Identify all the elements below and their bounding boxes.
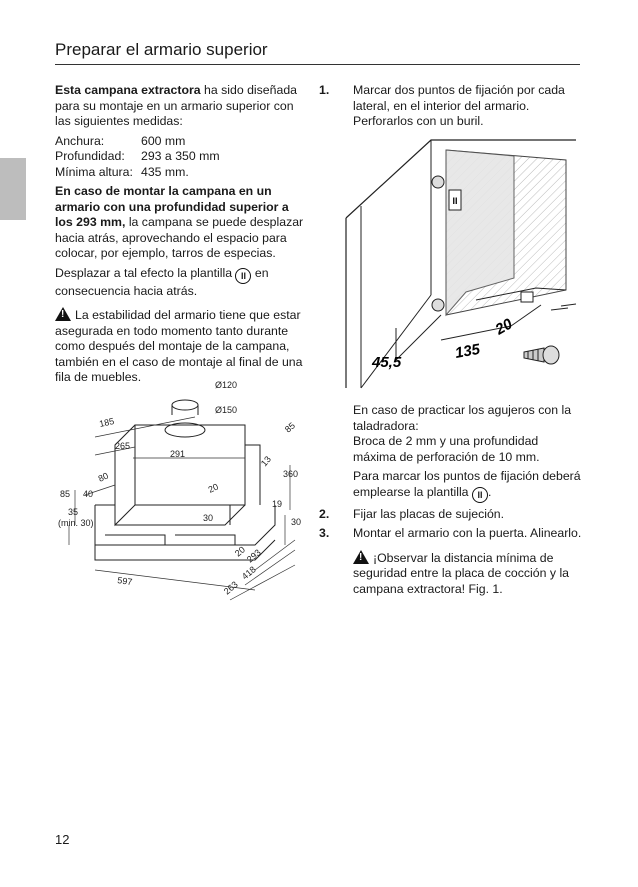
fixing-plate-icon (432, 176, 444, 188)
warning-icon (55, 307, 71, 321)
warning-paragraph: !La estabilidad del armario tiene que estar asegurada en todo momento tanto durante como después del montaje de la campana, también en el caso de montaje al final de una fila de muebles. (55, 307, 305, 386)
dim-label: Ø120 (215, 380, 238, 390)
step-1: 1. Marcar dos puntos de fijación por cada lateral, en el interior del armario. Perforarlos con un buril. (319, 83, 565, 128)
step-3: 3. Montar el armario con la puerta. Alinearlo. (319, 526, 582, 540)
dim-label: 293 (244, 547, 263, 565)
dim-label: 185 (98, 416, 116, 429)
dim-label: 80 (96, 470, 110, 484)
template-note: Para marcar los puntos de fijación deberá emplearse la plantilla II . (336, 469, 584, 503)
dimensions-table (55, 134, 220, 181)
dim-label: 85 (60, 489, 71, 499)
dim-label: 13 (258, 454, 273, 469)
cabinet-fixing-diagram (336, 130, 586, 392)
dim-label: 418 (239, 564, 258, 582)
dim-label: 597 (116, 575, 133, 588)
dim-label: 30 (203, 513, 214, 523)
dim-20: 20 (492, 315, 516, 339)
right-notes (319, 403, 584, 601)
drill-note: En caso de practicar los agujeros con la taladradora: Broca de 2 mm y una profundidad máxima de perforación de 10 mm. (353, 403, 572, 464)
step1-block (319, 83, 581, 134)
template-mark-icon: II (472, 487, 488, 503)
page-title: Preparar el armario superior (55, 40, 268, 59)
dim-label: 360 (283, 469, 299, 479)
dim-label: 20 (206, 481, 220, 495)
dim-label: 291 (170, 449, 186, 459)
title-rule (55, 64, 580, 65)
hood-dimensions-diagram (55, 375, 315, 615)
dim-label: 19 (272, 499, 283, 509)
page-number: 12 (55, 832, 70, 847)
step-2: 2. Fijar las placas de sujeción. (319, 506, 505, 521)
dim-label: Anchura: (55, 133, 105, 148)
dim-value: 293 a 350 mm (141, 149, 220, 163)
depth-paragraph: En caso de montar la campana en un armario con una profundidad superior a los 293 mm, la campana se puede desplazar hacia atrás, aprovechando el espacio para colocar, por ejemplo, tarros de especias. (55, 184, 304, 260)
dim-label: (min. 30) (58, 518, 94, 528)
warning-icon (353, 550, 369, 564)
dim-label: 35 (68, 507, 79, 517)
dim-label: 20 (232, 544, 247, 559)
section-tab (0, 158, 26, 220)
dim-135: 135 (453, 340, 482, 362)
safety-warning: !¡Observar la distancia mínima de seguridad entre la placa de cocción y la campana extractora! Fig. 1. (336, 550, 584, 598)
dim-value: 435 mm. (141, 164, 189, 179)
dim-label: 30 (291, 517, 302, 527)
dim-label: 85 (282, 420, 297, 435)
dim-label: Profundidad: (55, 149, 125, 163)
svg-text:II: II (452, 196, 458, 206)
dim-label: Mínima altura: (55, 164, 133, 179)
dim-value: 600 mm (141, 133, 186, 148)
template-paragraph: Desplazar a tal efecto la plantilla II en consecuencia hacia atrás. (55, 265, 269, 298)
dim-label: 40 (83, 489, 94, 499)
template-mark-icon: II (235, 268, 251, 284)
fixing-plate-icon (432, 299, 444, 311)
dim-45-5: 45,5 (372, 354, 402, 371)
intro-paragraph: Esta campana extractora ha sido diseñada para su montaje en un armario superior con las siguientes medidas: (55, 83, 297, 128)
dim-label: 263 (221, 579, 240, 597)
screw-icon (524, 346, 559, 364)
dim-label: Ø150 (215, 405, 238, 415)
left-column (55, 83, 305, 390)
dim-label: 265 (115, 441, 131, 451)
